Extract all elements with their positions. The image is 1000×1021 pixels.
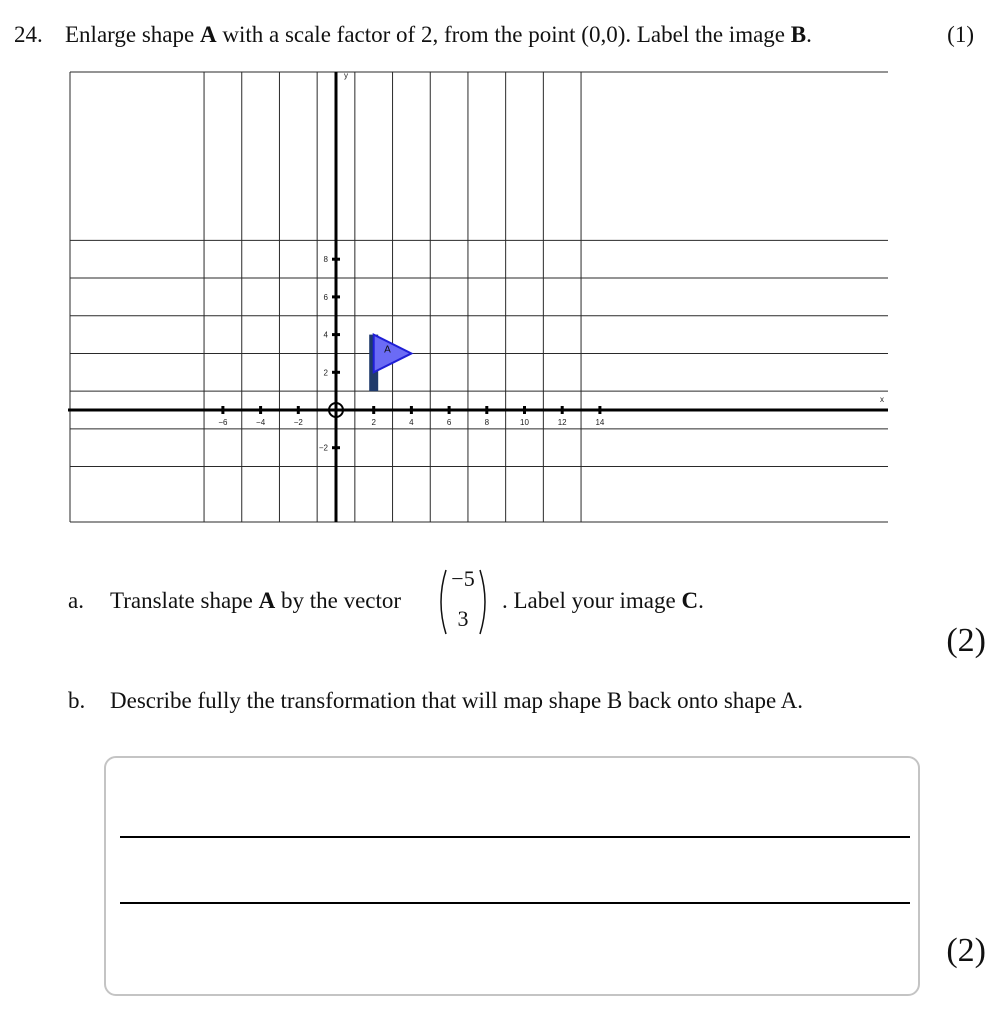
x-tick-label: 8 xyxy=(484,418,490,427)
shape-a-label: A xyxy=(384,344,391,356)
translation-vector xyxy=(434,566,492,638)
part-a-text: Translate shape A by the vector xyxy=(110,588,402,613)
y-axis-name: y xyxy=(344,71,348,80)
x-tick-label: −4 xyxy=(256,418,266,427)
y-tick-label: 2 xyxy=(323,368,328,378)
part-a-shape: A xyxy=(258,588,276,613)
question-marks: (1) xyxy=(947,22,974,47)
part-a-label: a. xyxy=(68,588,84,613)
shape-a-ref: A xyxy=(199,22,217,47)
x-tick-label: −2 xyxy=(293,418,303,427)
part-b-text: Describe fully the transformation that will map shape B back onto shape A. xyxy=(110,688,804,713)
shape-b-ref: B xyxy=(790,22,807,47)
vector-bottom: 3 xyxy=(457,606,469,631)
question-text: Enlarge shape A with a scale factor of 2, from the point (0,0). Label the image B. xyxy=(65,22,812,47)
question-24 xyxy=(14,18,984,52)
y-tick-label: 6 xyxy=(323,292,328,302)
part-b-label: b. xyxy=(68,688,86,713)
x-tick-label: 10 xyxy=(520,418,529,427)
vector-top: −5 xyxy=(451,566,475,591)
y-tick-label: 4 xyxy=(323,330,328,340)
answer-line-2[interactable] xyxy=(120,902,910,904)
part-a-text-after: . Label your image C. xyxy=(502,588,704,613)
x-tick-label: 6 xyxy=(446,418,452,427)
x-tick-label: 12 xyxy=(557,418,567,427)
coordinate-grid[interactable] xyxy=(0,60,1000,530)
x-axis-name: x xyxy=(880,395,884,404)
x-tick-label: 2 xyxy=(371,418,376,427)
x-tick-label: 4 xyxy=(409,418,414,427)
part-a xyxy=(68,566,968,640)
y-tick-label: −2 xyxy=(318,443,328,453)
image-c-ref: C xyxy=(681,588,699,613)
part-b-marks: (2) xyxy=(946,932,986,969)
x-tick-label: −6 xyxy=(218,418,228,427)
answer-box[interactable] xyxy=(104,756,920,996)
question-number: 24. xyxy=(14,22,43,47)
y-tick-label: 8 xyxy=(323,255,328,265)
x-tick-label: 14 xyxy=(595,418,605,427)
answer-line-1[interactable] xyxy=(120,836,910,838)
part-a-marks: (2) xyxy=(946,622,986,659)
